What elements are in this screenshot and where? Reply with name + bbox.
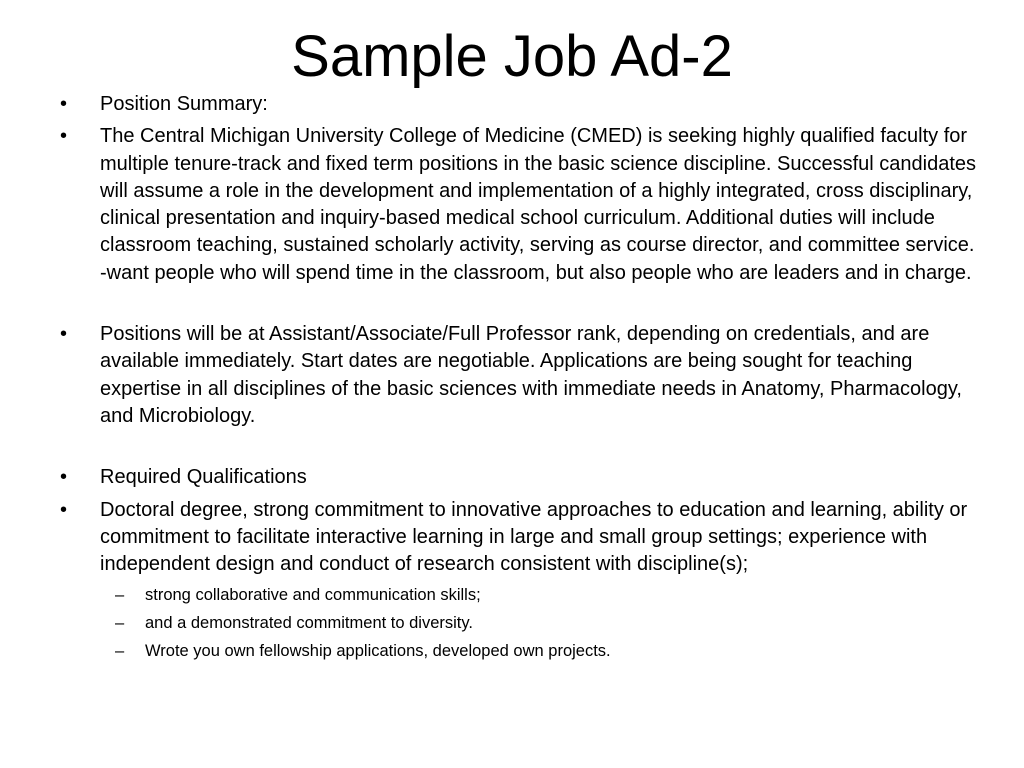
bullet-position-summary xyxy=(56,91,976,118)
sub-bullet-text: strong collaborative and communication skills; xyxy=(145,586,481,605)
sub-bullet-text: Wrote you own fellowship applications, developed own projects. xyxy=(145,642,611,661)
bullet-position-description xyxy=(56,123,976,287)
sub-bullet-collaboration xyxy=(56,584,976,606)
paragraph-gap xyxy=(56,435,976,464)
bullet-text: The Central Michigan University College of Medicine (CMED) is seeking highly qualified faculty for multiple tenure-track and fixed term positions in the basic science discipline. Successful candidates will assume a role in the development and implementation of a highly integrated, cross disciplinary, clinical presentation and inquiry-based medical school curriculum. Additional duties will include classroom teaching, sustained scholarly activity, serving as course director, and committee service. -want people who will spend time in the classroom, but also people who are leaders and in charge. xyxy=(100,125,976,284)
bullet-positions-rank xyxy=(56,321,976,430)
bullet-marker: • xyxy=(60,93,68,115)
bullet-doctoral-degree xyxy=(56,497,976,579)
paragraph-gap xyxy=(56,292,976,321)
bullet-text: Doctoral degree, strong commitment to innovative approaches to education and learning, ability or commitment to facilitate interactive learning in large and small group settings; experience with independent design and conduct of research consistent with discipline(s); xyxy=(100,498,968,576)
sub-bullet-marker: – xyxy=(115,642,125,661)
bullet-marker: • xyxy=(60,125,68,148)
sub-bullet-diversity xyxy=(56,612,976,634)
sub-bullet-marker: – xyxy=(115,614,125,633)
bullet-text: Position Summary: xyxy=(100,93,268,115)
bullet-marker: • xyxy=(60,466,68,489)
sub-bullet-text: and a demonstrated commitment to diversity. xyxy=(145,614,474,633)
slide-title: Sample Job Ad-2 xyxy=(291,24,733,89)
bullet-text: Required Qualifications xyxy=(100,466,307,489)
bullet-required-qualifications xyxy=(56,464,976,491)
sub-bullet-marker: – xyxy=(115,586,125,605)
bullet-text: Positions will be at Assistant/Associate/Full Professor rank, depending on credentials, and are available immediately. Start dates are negotiable. Applications are being sought for teaching expertise in all disciplines of the basic sciences with immediate needs in Anatomy, Pharmacology, and Microbiology. xyxy=(100,323,962,427)
sub-bullet-fellowship xyxy=(56,640,976,662)
bullet-marker: • xyxy=(60,323,68,346)
bullet-marker: • xyxy=(60,498,68,521)
slide-body xyxy=(56,91,976,662)
